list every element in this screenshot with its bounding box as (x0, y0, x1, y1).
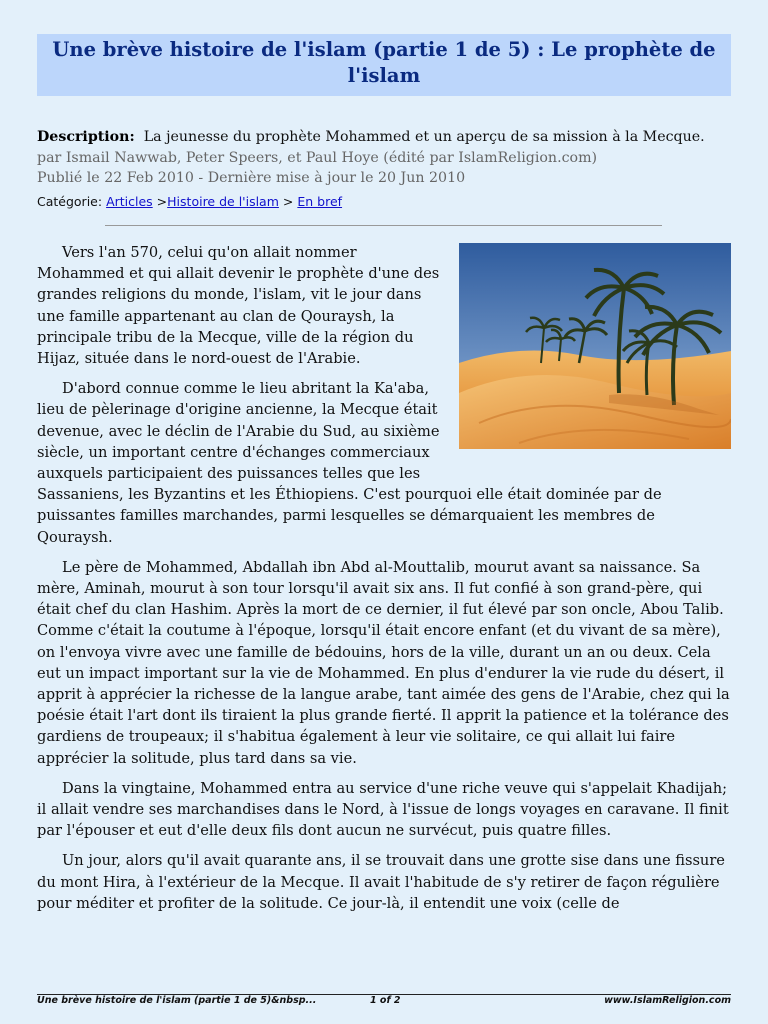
published-line: Publié le 22 Feb 2010 - Dernière mise à jour le 20 Jun 2010 (37, 170, 466, 186)
paragraph-2: D'abord connue comme le lieu abritant la Ka'aba, lieu de pèlerinage d'origine ancienne, la Mecque était devenue, avec le déclin de l'Arabie du Sud, au sixième siècle, un important centre d'échanges commerciaux auxquels participaient des puissances telles que les Sassaniens, les Byzantins et les Éthiopiens. C'est pourquoi elle était dominée par de puissantes familles marchandes, parmi lesquelles se démarquaient les membres de Qouraysh. (37, 380, 662, 546)
category-breadcrumb (37, 193, 342, 211)
article-meta (37, 127, 737, 189)
header-divider (105, 225, 662, 226)
paragraph-5: Un jour, alors qu'il avait quarante ans, il se trouvait dans une grotte sise dans une fissure du mont Hira, à l'extérieur de la Mecque. Il avait l'habitude de s'y retirer de façon régulière pour méditer et profiter de la solitude. Ce jour-là, il entendit une voix (celle de (37, 852, 725, 912)
category-link-histoire[interactable]: Histoire de l'islam (167, 194, 279, 209)
footer-site: www.IslamReligion.com (604, 995, 731, 1006)
paragraph-1: Vers l'an 570, celui qu'on allait nommer Mohammed et qui allait devenir le prophète d'une des grandes religions du monde, l'islam, vit le jour dans une famille appartenant au clan de Qouraysh, la principale tribu de la Mecque, ville de la région du Hijaz, située dans le nord-ouest de l'Arabie. (37, 244, 440, 368)
page-title: Une brève histoire de l'islam (partie 1 de 5) : Le prophète de l'islam (52, 38, 716, 87)
article-body (37, 242, 730, 923)
title-banner (37, 34, 731, 96)
description-text: La jeunesse du prophète Mohammed et un aperçu de sa mission à la Mecque. (143, 129, 705, 145)
authors-line: par Ismail Nawwab, Peter Speers, et Paul Hoye (édité par IslamReligion.com) (37, 149, 598, 166)
category-link-articles[interactable]: Articles (106, 194, 153, 209)
description-label: Description: (37, 129, 135, 145)
footer-article-title: Une brève histoire de l'islam (partie 1 de 5)&nbsp... (37, 995, 317, 1006)
category-label: Catégorie: (37, 194, 103, 209)
paragraph-3: Le père de Mohammed, Abdallah ibn Abd al-Mouttalib, mourut avant sa naissance. Sa mère, Aminah, mourut à son tour lorsqu'il avait six ans. Il fut confié à son grand-père, qui était chef du clan Hashim. Après la mort de ce dernier, il fut élevé par son oncle, Abou Talib. Comme c'était la coutume à l'époque, lorsqu'il était encore enfant (et du vivant de sa mère), on l'envoya vivre avec une famille de bédouins, hors de la ville, durant un an ou deux. Cela eut un impact important sur la vie de Mohammed. En plus d'endurer la vie rude du désert, il apprit à apprécier la richesse de la langue arabe, tant aimée des gens de l'Arabie, chez qui la poésie était l'art dont ils tiraient la plus grande fierté. Il apprit la patience et la tolérance des gardiens de troupeaux; il s'habitua également à leur vie solitaire, ce qui allait lui faire apprécier la solitude, plus tard dans sa vie. (37, 558, 730, 767)
footer-page-number: 1 of 2 (370, 995, 401, 1006)
paragraph-4: Dans la vingtaine, Mohammed entra au service d'une riche veuve qui s'appelait Khadijah; il allait vendre ses marchandises dans le Nord, à l'issue de longs voyages en caravane. Il finit par l'épouser et eut d'elle deux fils dont aucun ne survécut, puis quatre filles. (37, 779, 729, 840)
page-footer (37, 995, 731, 1009)
breadcrumb-separator: > (282, 194, 294, 209)
description-row (37, 127, 737, 148)
desert-palm-trees-photo (459, 243, 731, 449)
breadcrumb-separator: > (156, 194, 168, 209)
category-link-en-bref[interactable]: En bref (297, 194, 343, 209)
